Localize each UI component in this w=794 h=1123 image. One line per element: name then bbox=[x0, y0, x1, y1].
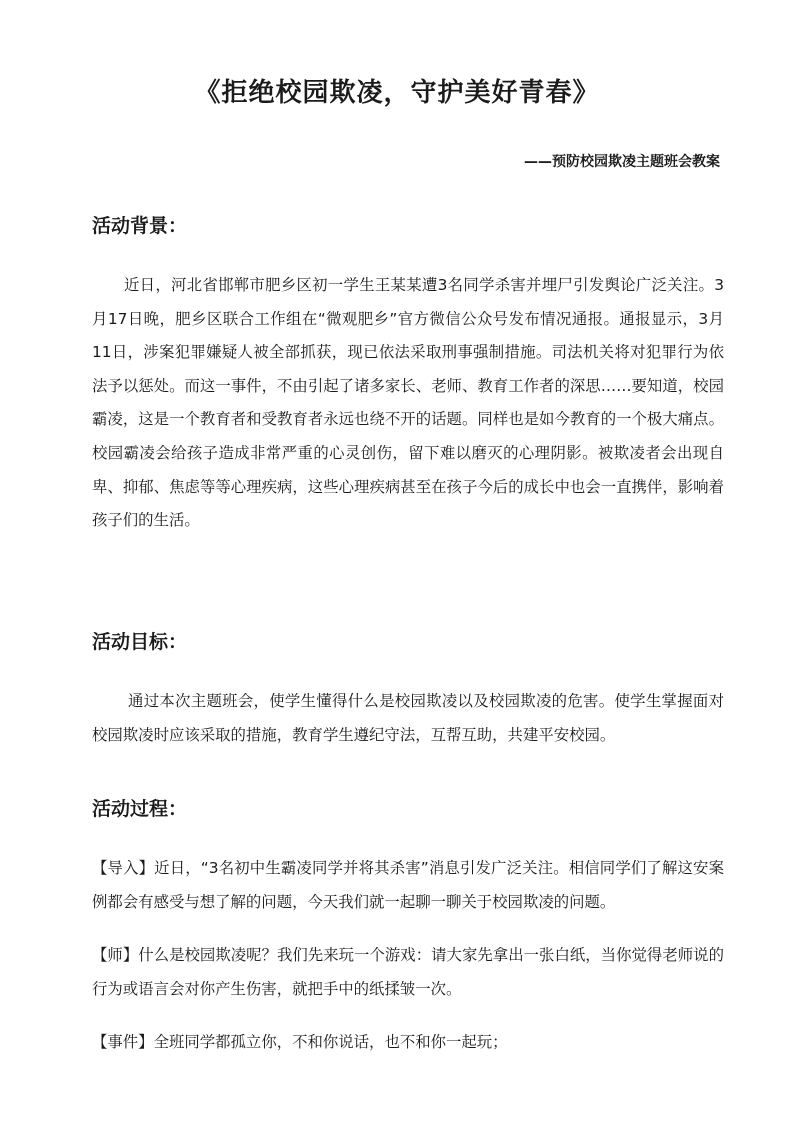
process-tag-teacher: 【师】 bbox=[92, 946, 139, 964]
process-text-teacher: 什么是校园欺凌呢？我们先来玩一个游戏：请大家先拿出一张白纸，当你觉得老师说的行为或语言会对你产生伤害，就把手中的纸揉皱一次。 bbox=[92, 946, 724, 998]
document-title: 《拒绝校园欺凌，守护美好青春》 bbox=[194, 78, 600, 108]
process-item-event bbox=[92, 1026, 724, 1060]
heading-process: 活动过程： bbox=[92, 798, 188, 820]
paragraph-background: 近日，河北省邯郸市肥乡区初一学生王某某遭3名同学杀害并埋尸引发舆论广泛关注。3月17日晚，肥乡区联合工作组在“微观肥乡”官方微信公众号发布情况通报。通报显示，3月11日，涉案犯罪嫌疑人被全部抓获，现已依法采取刑事强制措施。司法机关将对犯罪行为依法予以惩处。而这一事件，不由引起了诸多家长、老师、教育工作者的深思……要知道，校园霸凌，这是一个教育者和受教育者永远也绕不开的话题。同样也是如今教育的一个极大痛点。校园霸凌会给孩子造成非常严重的心灵创伤，留下难以磨灭的心理阴影。被欺凌者会出现自卑、抑郁、焦虑等等心理疾病，这些心理疾病甚至在孩子今后的成长中也会一直携伴，影响着孩子们的生活。 bbox=[92, 276, 724, 530]
process-item-teacher bbox=[92, 939, 724, 1006]
process-tag-event: 【事件】 bbox=[92, 1033, 154, 1051]
process-item-intro bbox=[92, 852, 724, 919]
paragraph-goal: 通过本次主题班会，使学生懂得什么是校园欺凌以及校园欺凌的危害。使学生掌握面对校园欺凌时应该采取的措施，教育学生遵纪守法，互帮互助，共建平安校园。 bbox=[92, 692, 724, 744]
heading-goal: 活动目标： bbox=[92, 631, 188, 653]
document-subtitle: ——预防校园欺凌主题班会教案 bbox=[524, 154, 720, 170]
process-text-event: 全班同学都孤立你，不和你说话，也不和你一起玩； bbox=[153, 1033, 508, 1051]
process-tag-intro: 【导入】 bbox=[92, 859, 155, 877]
heading-background: 活动背景： bbox=[92, 215, 188, 237]
process-text-intro: 近日，“3名初中生霸凌同学并将其杀害”消息引发广泛关注。相信同学们了解这安案例都会有感受与想了解的问题，今天我们就一起聊一聊关于校园欺凌的问题。 bbox=[92, 859, 724, 911]
